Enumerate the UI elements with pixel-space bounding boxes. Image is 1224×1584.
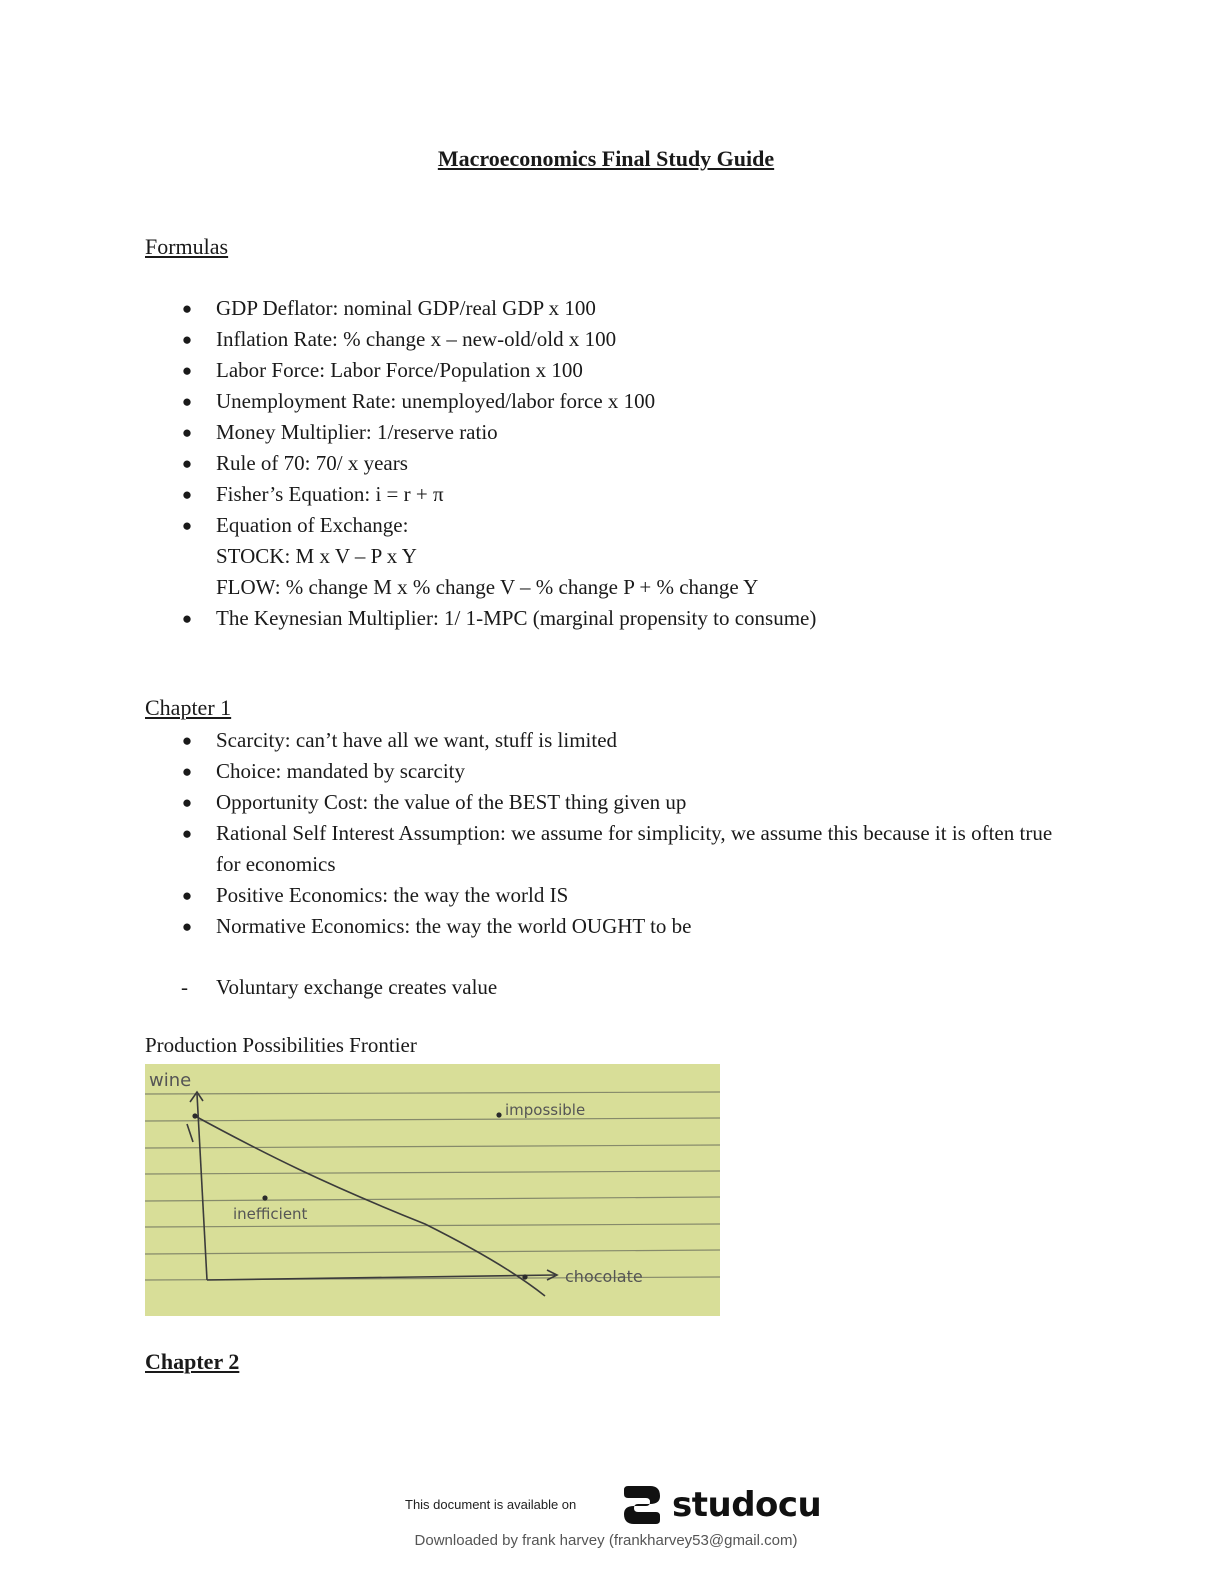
exchange-stock: STOCK: M x V – P x Y bbox=[216, 544, 417, 568]
footer-downloaded-text: Downloaded by frank harvey (frankharvey53@gmail.com) bbox=[414, 1532, 798, 1549]
list-item: ● Rational Self Interest Assumption: we assume for simplicity, we assume this because it is often true for economics bbox=[0, 818, 1076, 880]
bullet-icon: ● bbox=[181, 361, 193, 380]
y-axis-label: wine bbox=[149, 1070, 192, 1091]
list-item: ● Fisher’s Equation: i = r + π bbox=[0, 479, 1076, 510]
formulas-list bbox=[0, 293, 1076, 634]
footer-available-text: This document is available on bbox=[405, 1497, 577, 1512]
bullet-icon: ● bbox=[181, 485, 193, 504]
bullet-icon: ● bbox=[181, 793, 193, 812]
bullet-icon: ● bbox=[181, 917, 193, 936]
bullet-icon: ● bbox=[181, 330, 193, 349]
bullet-icon: ● bbox=[181, 516, 193, 535]
formulas-heading: Formulas bbox=[145, 234, 229, 259]
impossible-point bbox=[496, 1112, 501, 1117]
frontier-point bbox=[192, 1113, 197, 1118]
inefficient-label: inefficient bbox=[233, 1205, 308, 1223]
dash-bullet-icon: - bbox=[181, 975, 188, 999]
impossible-label: impossible bbox=[505, 1101, 586, 1119]
studocu-brand: studocu bbox=[672, 1485, 822, 1525]
list-item: ● Money Multiplier: 1/reserve ratio bbox=[0, 417, 1076, 448]
ppf-caption: Production Possibilities Frontier bbox=[145, 1033, 417, 1057]
list-item: ● GDP Deflator: nominal GDP/real GDP x 100 bbox=[0, 293, 1076, 324]
list-item: ● Unemployment Rate: unemployed/labor force x 100 bbox=[0, 386, 1076, 417]
bullet-icon: ● bbox=[181, 299, 193, 318]
studocu-icon bbox=[620, 1482, 666, 1528]
list-item: ● Labor Force: Labor Force/Population x 100 bbox=[0, 355, 1076, 386]
bullet-icon: ● bbox=[181, 454, 193, 473]
bullet-icon: ● bbox=[181, 423, 193, 442]
exchange-flow: FLOW: % change M x % change V – % change P + % change Y bbox=[216, 575, 759, 599]
chapter1-heading: Chapter 1 bbox=[145, 695, 232, 720]
chapter1-list bbox=[0, 725, 1076, 942]
ppf-photo bbox=[145, 1064, 720, 1316]
studocu-logo[interactable] bbox=[620, 1480, 821, 1530]
bullet-icon: ● bbox=[181, 886, 193, 905]
x-intercept-point bbox=[522, 1274, 527, 1279]
bullet-icon: ● bbox=[181, 824, 193, 843]
chapter2-heading: Chapter 2 bbox=[145, 1349, 240, 1374]
list-item: ● Rule of 70: 70/ x years bbox=[0, 448, 1076, 479]
document-title: Macroeconomics Final Study Guide bbox=[437, 146, 775, 171]
list-item: ● Inflation Rate: % change x – new-old/old x 100 bbox=[0, 324, 1076, 355]
list-item: ● The Keynesian Multiplier: 1/ 1-MPC (marginal propensity to consume) bbox=[0, 603, 1076, 634]
list-item: ● Choice: mandated by scarcity bbox=[0, 756, 1076, 787]
list-item: ● Scarcity: can’t have all we want, stuff is limited bbox=[0, 725, 1076, 756]
list-item: ● Equation of Exchange: STOCK: M x V – P x Y FLOW: % change M x % change V – % change P + % change Y bbox=[0, 510, 1076, 603]
inefficient-point bbox=[262, 1195, 267, 1200]
list-item: ● Positive Economics: the way the world IS bbox=[0, 880, 1076, 911]
bullet-icon: ● bbox=[181, 731, 193, 750]
list-item: ● Normative Economics: the way the world OUGHT to be bbox=[0, 911, 1076, 942]
x-axis-label: chocolate bbox=[565, 1267, 643, 1286]
bullet-icon: ● bbox=[181, 609, 193, 628]
bullet-icon: ● bbox=[181, 762, 193, 781]
bullet-icon: ● bbox=[181, 392, 193, 411]
list-item: ● Opportunity Cost: the value of the BEST thing given up bbox=[0, 787, 1076, 818]
